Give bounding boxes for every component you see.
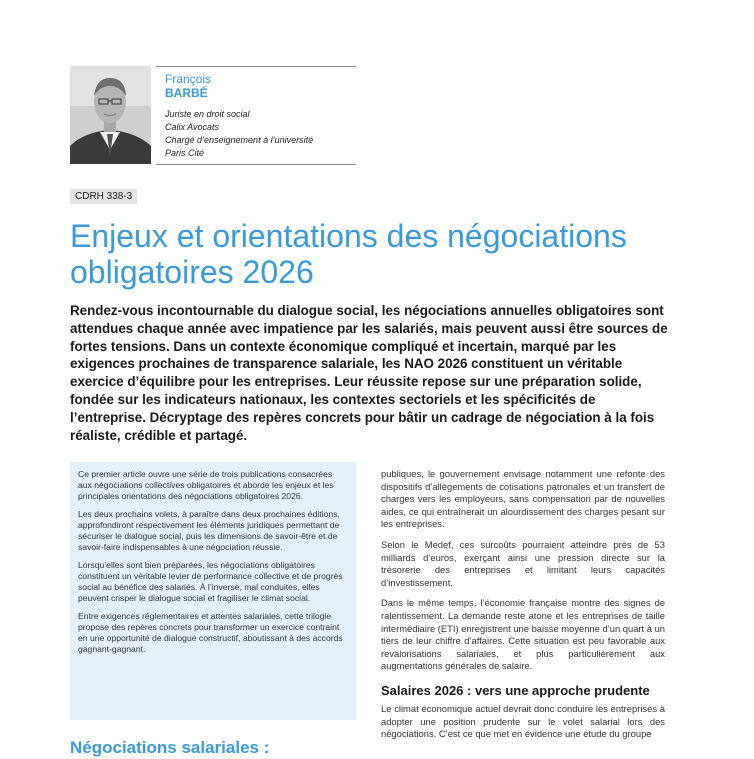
author-portrait-icon xyxy=(70,66,151,164)
section-heading: Négociations salariales : xyxy=(70,738,270,757)
author-rule-top xyxy=(156,66,356,67)
author-rule-bottom xyxy=(156,164,356,165)
intro-paragraph: Ce premier article ouvre une série de trois publications consacrées aux négociations collectives obligatoires et aborde les enjeux et les principales orientations des négociations obligatoires 2026. xyxy=(78,469,334,501)
intro-paragraph: Lorsqu’elles sont bien préparées, les négociations obligatoires constituent un véritable levier de performance collective et de progrès social au bénéfice des salariés. À l’inverse, mal conduites, elles peuvent crisper le dialogue social et fragiliser le climat social. xyxy=(78,560,343,603)
body-column-right xyxy=(381,468,665,749)
intro-paragraph: Les deux prochains volets, à paraître dans deux prochaines éditions, approfondiront respectivement les éléments juridiques permettant de sécuriser le dialogue social, puis les dimensions de savoir-être et de savoir-faire indispensables à une négociation réussie. xyxy=(78,509,340,552)
author-photo xyxy=(70,66,151,164)
author-firm: Calix Avocats xyxy=(165,122,220,132)
author-block xyxy=(165,72,355,160)
body-paragraph: publiques, le gouvernement envisage notamment une refonte des dispositifs d’allègements de cotisations patronales et un transfert de charges vers les employeurs, sans compensation par de nouvelles aides, ce qui entraînerait un alourdissement des charges pesant sur les entreprises. xyxy=(381,468,665,530)
body-paragraph: Selon le Medef, ces surcoûts pourraient atteindre près de 53 milliards d’euros, exerçant ainsi une pression directe sur la trésorerie des entreprises et limitant leurs capacités d’investissement. xyxy=(381,538,665,588)
article-reference-badge: CDRH 338-3 xyxy=(70,189,137,204)
body-paragraph: Le climat économique actuel devrait donc conduire les entreprises à adopter une position prudente sur le volet salarial lors des négociations. C’est ce que met en évidence une étude du groupe xyxy=(381,702,665,740)
author-role: Juriste en droit social xyxy=(165,109,250,119)
author-university: Paris Cité xyxy=(165,148,205,158)
article-lead: Rendez-vous incontournable du dialogue social, les négociations annuelles obligatoires sont attendues chaque année avec impatience par les salariés, mais peuvent aussi être sources de fortes tensions. Dans un contexte économique compliqué et incertain, marqué par les exigences prochaines de transparence salariale, les NAO 2026 constituent un véritable exercice d’équilibre pour les entreprises. Leur réussite repose sur une préparation solide, fondée sur les indicateurs nationaux, les contextes sectoriels et les spécificités de l’entreprise. Décryptage des repères concrets pour bâtir un cadrage de négociation à la fois réaliste, crédible et partagé. xyxy=(70,303,668,443)
article-title: Enjeux et orientations des négociations obligatoires 2026 xyxy=(70,218,627,290)
author-last-name: BARBÉ xyxy=(165,86,208,100)
intro-box xyxy=(70,462,356,720)
body-paragraph: Dans le même temps, l’économie française montre des signes de ralentissement. La demande reste atone et les entreprises de taille intermédiaire (ETI) enregistrent une baisse moyenne d’un quart à un tiers de leur chiffre d’affaires. Cette situation est peu favorable aux revalorisations salariales, et plus particulièrement aux augmentations générales de salaire. xyxy=(381,597,666,672)
author-teaching: Chargé d’enseignement à l’université xyxy=(165,135,314,145)
author-first-name: François xyxy=(165,72,212,86)
intro-paragraph: Entre exigences réglementaires et attentes salariales, cette trilogie propose des repères concrets pour transformer un exercice contraint en une opportunité de dialogue constructif, aboutissant à des accords gagnant-gagnant. xyxy=(78,611,343,654)
subsection-heading: Salaires 2026 : vers une approche prudente xyxy=(381,682,650,698)
